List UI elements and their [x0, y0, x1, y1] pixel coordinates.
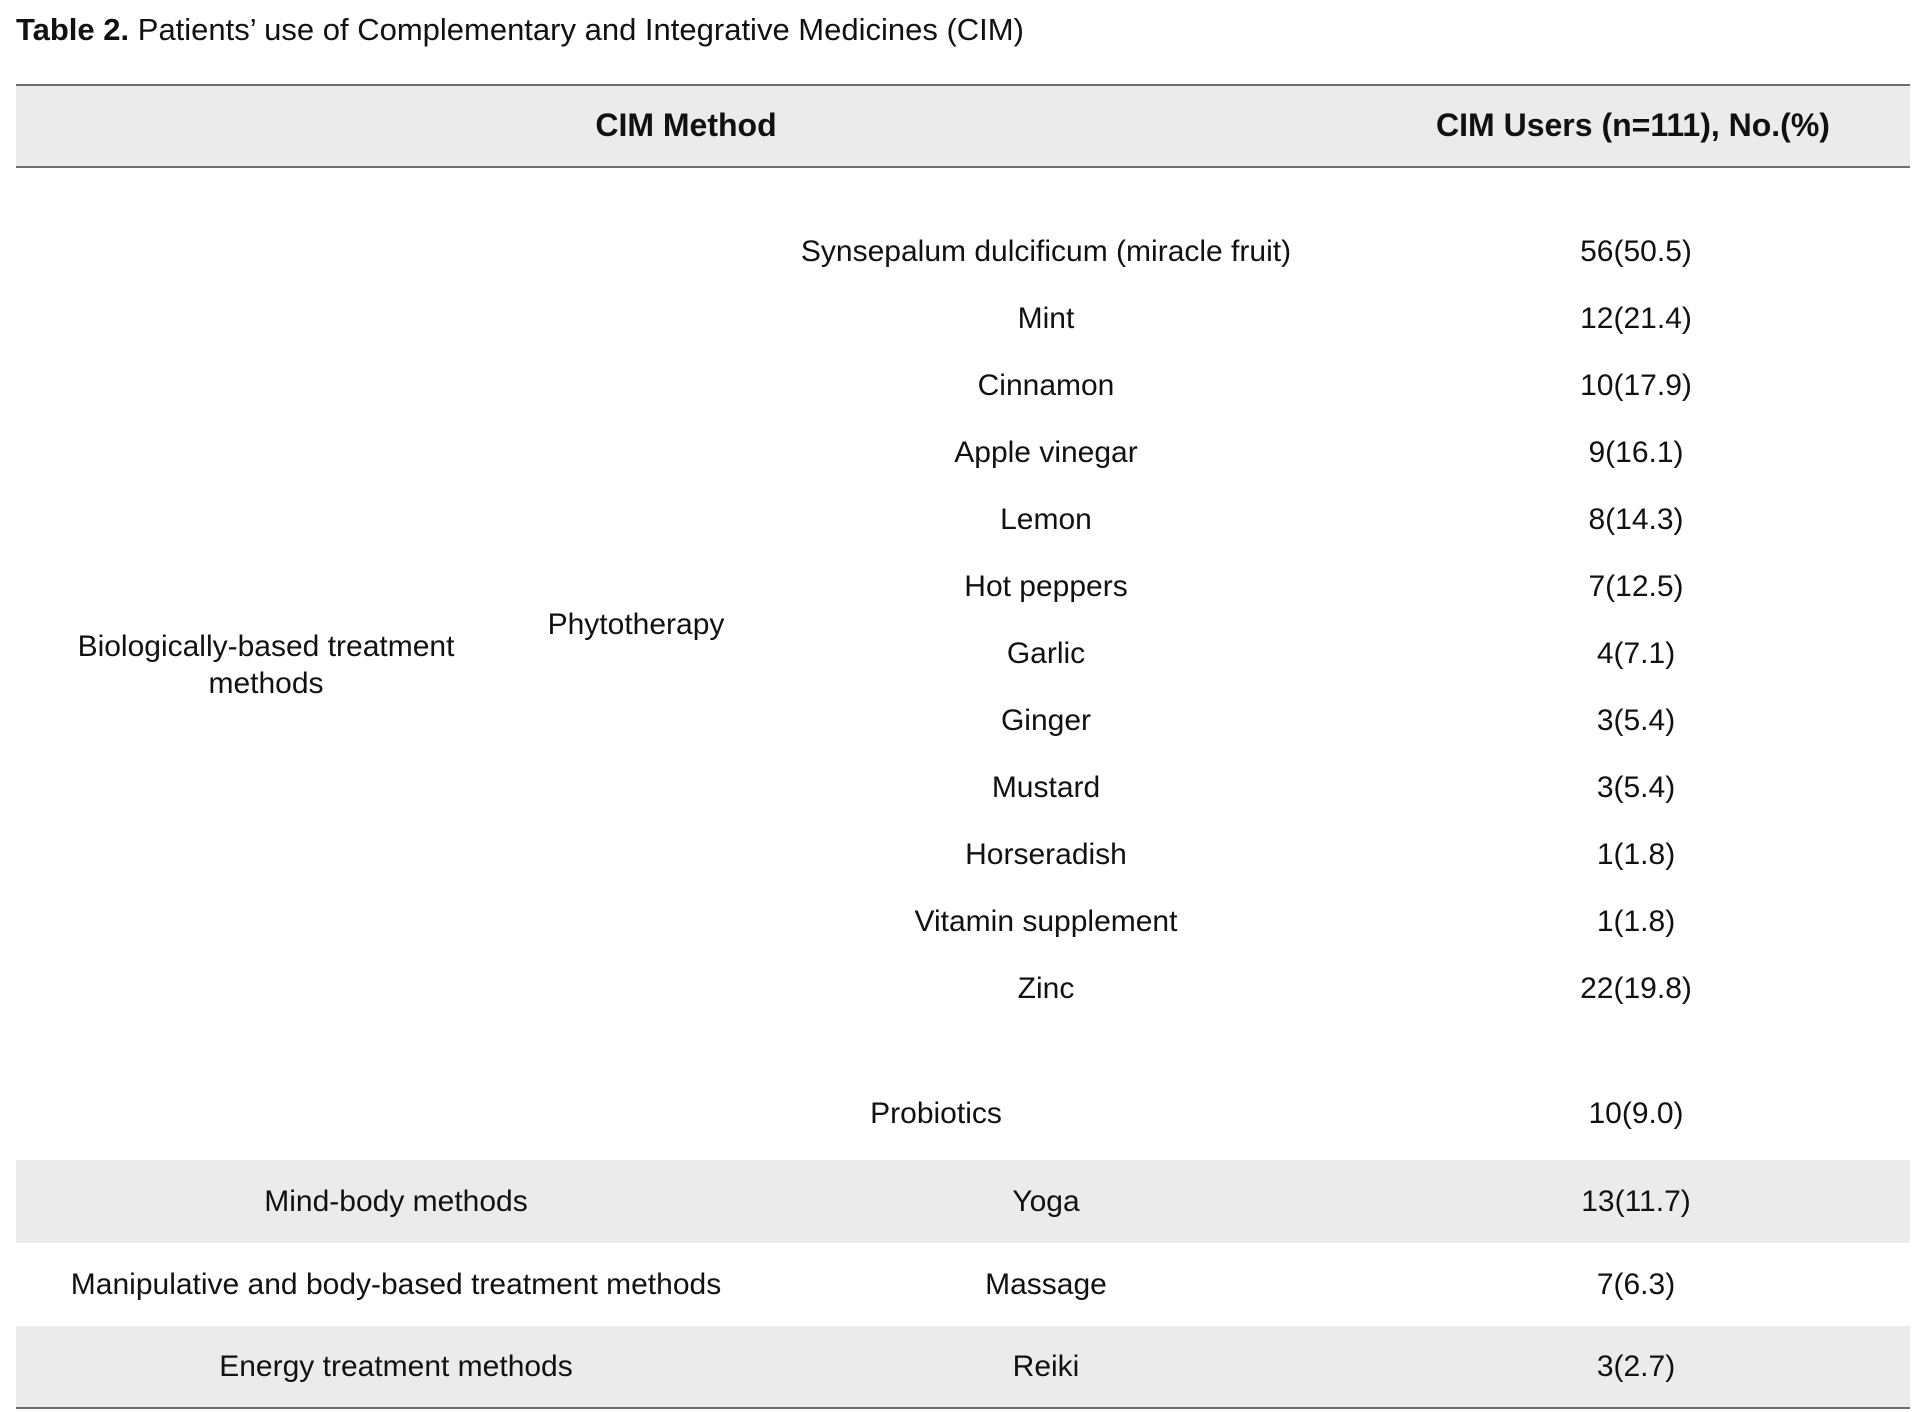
table-row [16, 501, 1910, 539]
method-name: Cinnamon [977, 369, 1115, 402]
table-row [16, 769, 1910, 807]
users-value: 7(12.5) [1588, 570, 1684, 603]
method-name: Lemon [1000, 503, 1092, 536]
method-name: Mint [1017, 302, 1075, 335]
method-name: Ginger [1000, 704, 1092, 737]
users-value: 10(9.0) [1588, 1097, 1684, 1130]
header-cim-users: CIM Users (n=111), No.(%) [1436, 107, 1830, 143]
users-value: 56(50.5) [1580, 235, 1692, 268]
table-row [16, 1326, 1910, 1408]
users-value: 3(2.7) [1596, 1350, 1676, 1383]
method-name: Mustard [991, 771, 1101, 804]
header-rule [16, 166, 1910, 168]
method-name: Reiki [1012, 1350, 1080, 1383]
table-row [16, 970, 1910, 1008]
method-name: Apple vinegar [954, 436, 1138, 469]
table-caption [16, 10, 1024, 50]
table-row [16, 1160, 1910, 1243]
users-value: 12(21.4) [1580, 302, 1692, 335]
method-name: Zinc [1017, 972, 1075, 1005]
table-row [16, 635, 1910, 673]
users-value: 3(5.4) [1596, 771, 1676, 804]
category-name: Manipulative and body-based treatment methods [70, 1268, 722, 1301]
bottom-rule [16, 1407, 1910, 1409]
method-name: Vitamin supplement [914, 905, 1178, 938]
method-name: Massage [985, 1268, 1107, 1301]
users-value: 7(6.3) [1596, 1268, 1676, 1301]
users-value: 9(16.1) [1588, 436, 1684, 469]
table-row [16, 702, 1910, 740]
category-biological: Biologically-based treatment methods [77, 630, 455, 700]
method-name: Probiotics [870, 1097, 1002, 1130]
method-name: Garlic [1006, 637, 1086, 670]
users-value: 22(19.8) [1580, 972, 1692, 1005]
table-row [16, 568, 1910, 606]
users-value: 13(11.7) [1581, 1185, 1691, 1218]
table-row [16, 1243, 1910, 1326]
category-name: Mind-body methods [264, 1185, 528, 1218]
probiotics-row [16, 1095, 1910, 1133]
method-name: Horseradish [965, 838, 1127, 871]
category-name: Energy treatment methods [219, 1350, 573, 1383]
table-row [16, 233, 1910, 271]
table-row [16, 903, 1910, 941]
table-row [16, 836, 1910, 874]
table-row [16, 367, 1910, 405]
caption-label: Table 2. [16, 12, 130, 47]
caption-text: Patients’ use of Complementary and Integrative Medicines (CIM) [137, 12, 1024, 47]
users-value: 1(1.8) [1596, 838, 1676, 871]
users-value: 8(14.3) [1588, 503, 1684, 536]
method-name: Yoga [1012, 1185, 1080, 1218]
users-value: 1(1.8) [1596, 905, 1676, 938]
users-value: 4(7.1) [1596, 637, 1676, 670]
header-cim-method: CIM Method [595, 107, 777, 143]
method-name: Synsepalum dulcificum (miracle fruit) [800, 235, 1292, 268]
users-value: 10(17.9) [1580, 369, 1692, 402]
table-row [16, 434, 1910, 472]
method-name: Hot peppers [964, 570, 1128, 603]
subcategory-phytotherapy: Phytotherapy [547, 608, 725, 641]
top-rule [16, 84, 1910, 86]
table-row [16, 300, 1910, 338]
header-row [16, 84, 1910, 168]
users-value: 3(5.4) [1596, 704, 1676, 737]
